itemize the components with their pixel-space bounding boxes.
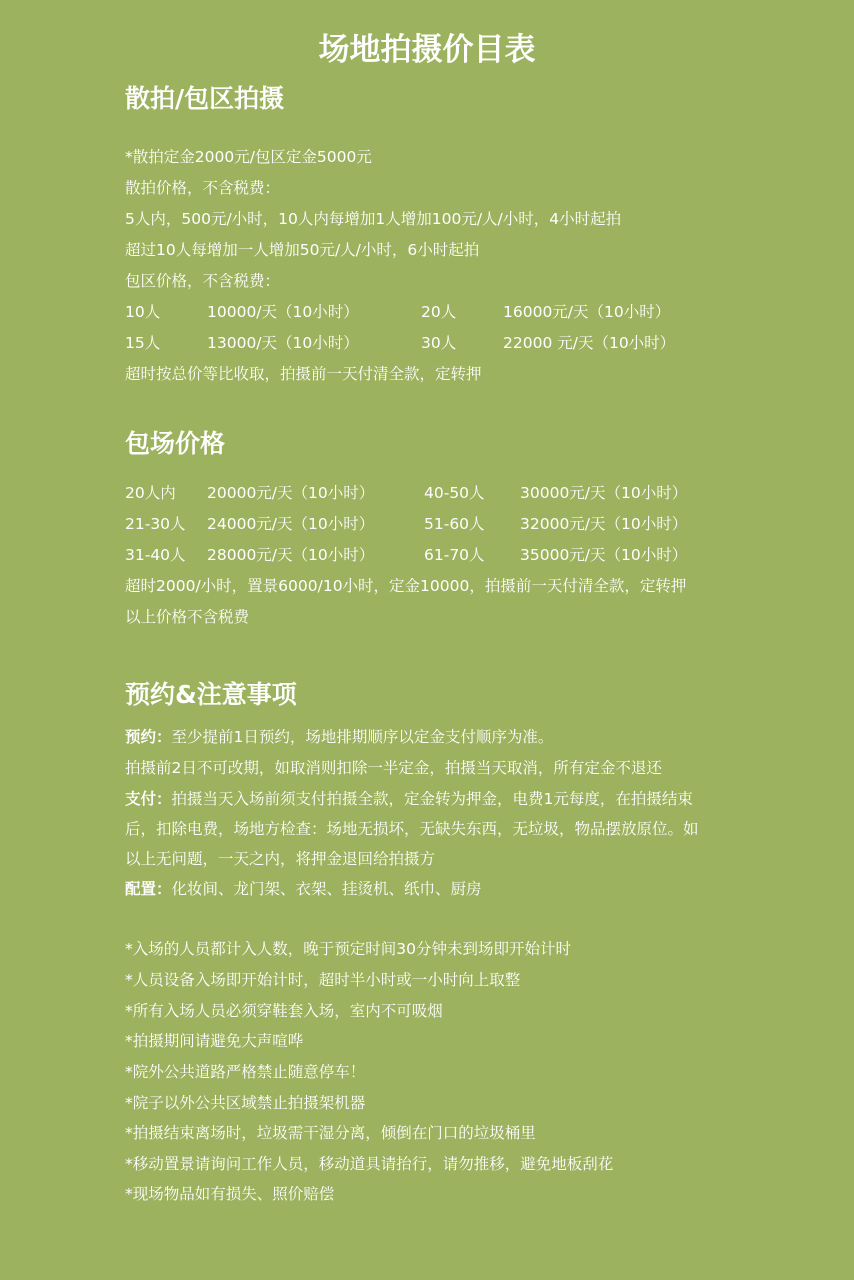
- people-count: 10人: [125, 303, 161, 321]
- deposit-note: *散拍定金2000元/包区定金5000元: [125, 148, 372, 166]
- payment-label: 支付：: [125, 790, 172, 808]
- scatter-price-line: 超过10人每增加一人增加50元/人/小时，6小时起拍: [125, 241, 480, 259]
- people-count: 30人: [421, 334, 457, 352]
- people-count: 15人: [125, 334, 161, 352]
- rule-item: *所有入场人员必须穿鞋套入场，室内不可吸烟: [125, 1002, 443, 1020]
- price-value: 16000元/天（10小时）: [503, 303, 671, 321]
- rule-item: *院外公共道路严格禁止随意停车！: [125, 1063, 366, 1081]
- price-value: 22000 元/天（10小时）: [503, 334, 676, 352]
- people-count: 20人内: [125, 484, 176, 502]
- booking-line: [125, 726, 553, 748]
- page-title: 场地拍摄价目表: [318, 32, 536, 68]
- section-heading-venue: 包场价格: [125, 429, 226, 458]
- section-heading-notice: 预约&注意事项: [125, 680, 297, 709]
- overtime-note: 超时按总价等比收取，拍摄前一天付清全款，定转押: [125, 365, 482, 383]
- config-line: [125, 878, 482, 900]
- rule-item: *拍摄期间请避免大声喧哗: [125, 1032, 304, 1050]
- booking-label: 预约：: [125, 728, 172, 746]
- payment-text: 拍摄当天入场前须支付拍摄全款，定金转为押金，电费1元每度，在拍摄结束: [171, 790, 693, 808]
- section-heading-scatter: 散拍/包区拍摄: [125, 84, 285, 113]
- venue-price-row: [0, 482, 854, 504]
- price-value: 35000元/天（10小时）: [520, 546, 688, 564]
- price-value: 28000元/天（10小时）: [207, 546, 375, 564]
- price-value: 20000元/天（10小时）: [207, 484, 375, 502]
- config-text: 化妆间、龙门架、衣架、挂烫机、纸巾、厨房: [171, 880, 482, 898]
- area-price-label: 包区价格，不含税费：: [125, 272, 281, 290]
- price-value: 32000元/天（10小时）: [520, 515, 688, 533]
- rule-item: *院子以外公共区域禁止拍摄架机器: [125, 1094, 366, 1112]
- people-count: 31-40人: [125, 546, 186, 564]
- payment-line-2: 后，扣除电费，场地方检查：场地无损坏，无缺失东西，无垃圾，物品摆放原位。如: [125, 820, 699, 838]
- people-count: 61-70人: [424, 546, 485, 564]
- area-price-row: [0, 332, 854, 354]
- people-count: 20人: [421, 303, 457, 321]
- people-count: 21-30人: [125, 515, 186, 533]
- tax-note: 以上价格不含税费: [125, 608, 250, 626]
- payment-line: [125, 788, 693, 810]
- price-value: 24000元/天（10小时）: [207, 515, 375, 533]
- scatter-price-label: 散拍价格，不含税费：: [125, 179, 281, 197]
- booking-text: 至少提前1日预约，场地排期顺序以定金支付顺序为准。: [171, 728, 554, 746]
- rule-item: *入场的人员都计入人数，晚于预定时间30分钟未到场即开始计时: [125, 940, 571, 958]
- area-price-row: [0, 301, 854, 323]
- venue-price-row: [0, 544, 854, 566]
- people-count: 51-60人: [424, 515, 485, 533]
- rule-item: *移动置景请询问工作人员，移动道具请抬行，请勿推移，避免地板刮花: [125, 1155, 614, 1173]
- payment-line-3: 以上无问题，一天之内，将押金退回给拍摄方: [125, 850, 436, 868]
- venue-price-row: [0, 513, 854, 535]
- rule-item: *拍摄结束离场时，垃圾需干湿分离，倾倒在门口的垃圾桶里: [125, 1124, 536, 1142]
- scatter-price-line: 5人内，500元/小时，10人内每增加1人增加100元/人/小时，4小时起拍: [125, 210, 622, 228]
- rule-item: *人员设备入场即开始计时，超时半小时或一小时向上取整: [125, 971, 521, 989]
- config-label: 配置：: [125, 880, 172, 898]
- venue-overtime-note: 超时2000/小时，置景6000/10小时，定金10000，拍摄前一天付清全款，定转押: [125, 577, 687, 595]
- price-value: 30000元/天（10小时）: [520, 484, 688, 502]
- price-value: 13000/天（10小时）: [207, 334, 359, 352]
- price-value: 10000/天（10小时）: [207, 303, 359, 321]
- booking-line-2: 拍摄前2日不可改期，如取消则扣除一半定金，拍摄当天取消，所有定金不退还: [125, 759, 662, 777]
- people-count: 40-50人: [424, 484, 485, 502]
- rule-item: *现场物品如有损失、照价赔偿: [125, 1185, 335, 1203]
